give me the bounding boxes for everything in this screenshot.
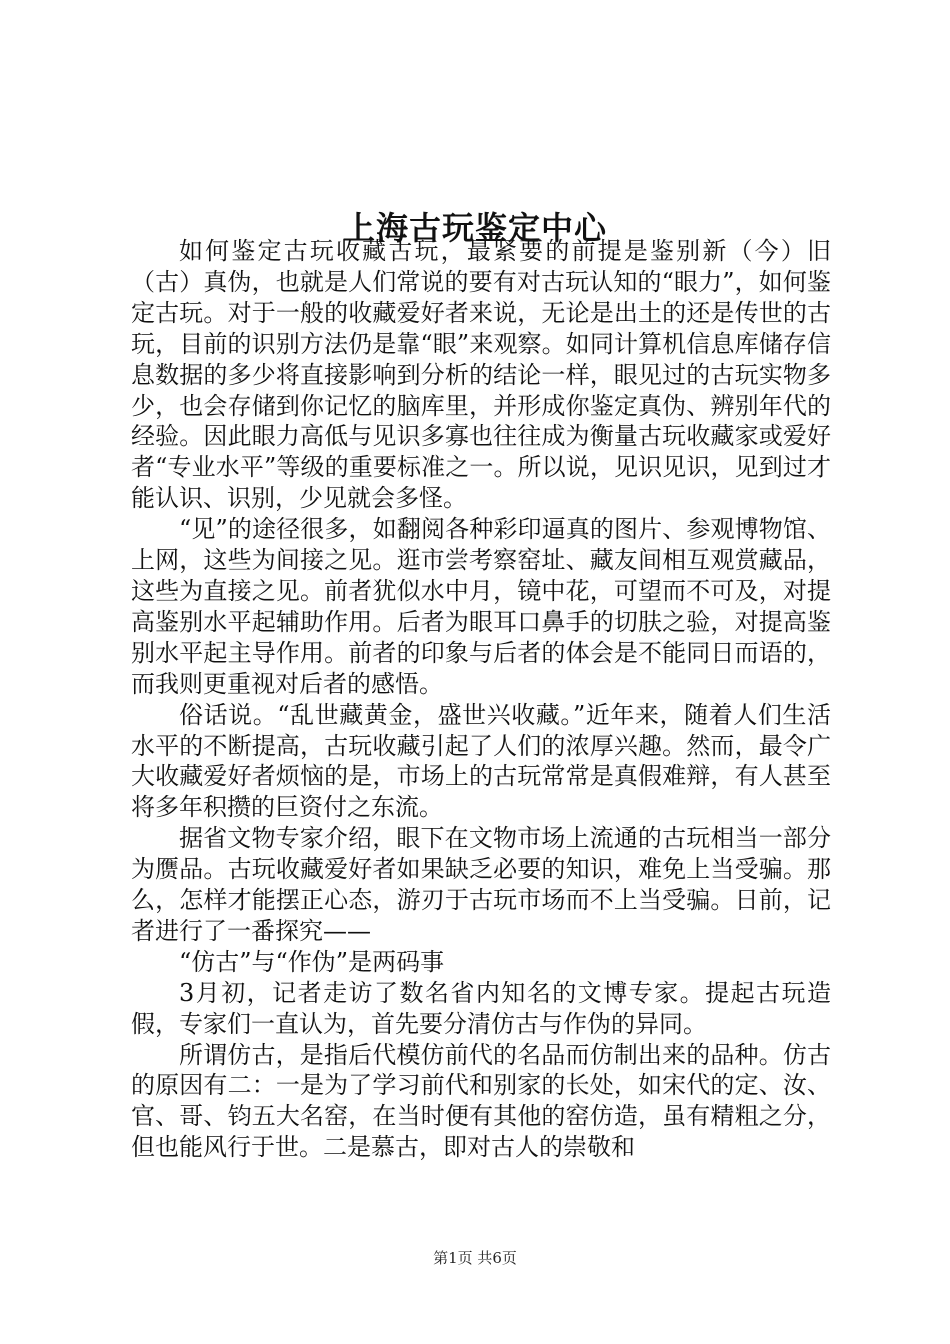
document-title: 上海古玩鉴定中心 <box>342 209 607 248</box>
paragraph-1: 如何鉴定古玩收藏古玩，最紧要的前提是鉴别新（今）旧（古）真伪，也就是人们常说的要有对古玩认知的“眼力”，如何鉴定古玩。对于一般的收藏爱好者来说，无论是出土的还是传世的古玩，目前的识别方法仍是靠“眼”来观察。如同计算机信息库储存信息数据的多少将直接影响到分析的结论一样，眼见过的古玩实物多少，也会存储到你记忆的脑库里，并形成你鉴定真伪、辨别年代的经验。因此眼力高低与见识多寡也往往成为衡量古玩收藏家或爱好者“专业水平”等级的重要标准之一。所以说，见识见识，见到过才能认识、识别，少见就会多怪。 <box>131 237 831 513</box>
page-number-label: 第1页 共6页 <box>433 1249 517 1267</box>
paragraph-2: “见”的途径很多，如翻阅各种彩印逼真的图片、参观博物馆、上网，这些为间接之见。逛市尝考察窑址、藏友间相互观赏藏品，这些为直接之见。前者犹似水中月，镜中花，可望而不可及，对提高鉴别水平起辅助作用。后者为眼耳口鼻手的切肤之验，对提高鉴别水平起主导作用。前者的印象与后者的体会是不能同日而语的，而我则更重视对后者的感悟。 <box>131 515 831 698</box>
paragraph-3: 俗话说。“乱世藏黄金，盛世兴收藏。”近年来，随着人们生活水平的不断提高，古玩收藏引起了人们的浓厚兴趣。然而，最令广大收藏爱好者烦恼的是，市场上的古玩常常是真假难辩，有人甚至将多年积攒的巨资付之东流。 <box>131 700 831 822</box>
paragraph-7: 所谓仿古，是指后代模仿前代的名品而仿制出来的品种。仿古的原因有二：一是为了学习前代和别家的长处，如宋代的定、汝、官、哥、钧五大名窑，在当时便有其他的窑仿造，虽有精粗之分，但也能风行于世。二是慕古，即对古人的崇敬和 <box>131 1040 831 1162</box>
document-body <box>131 236 831 1163</box>
section-heading-paragraph: “仿古”与“作伪”是两码事 <box>179 947 445 976</box>
page-footer <box>0 1248 950 1268</box>
paragraph-6: 3月初，记者走访了数名省内知名的文博专家。提起古玩造假，专家们一直认为，首先要分清仿古与作伪的异同。 <box>131 978 831 1038</box>
paragraph-4: 据省文物专家介绍，眼下在文物市场上流通的古玩相当一部分为赝品。古玩收藏爱好者如果缺乏必要的知识，难免上当受骗。那么，怎样才能摆正心态，游刃于古玩市场而不上当受骗。日前，记者进行了一番探究—— <box>131 824 831 945</box>
